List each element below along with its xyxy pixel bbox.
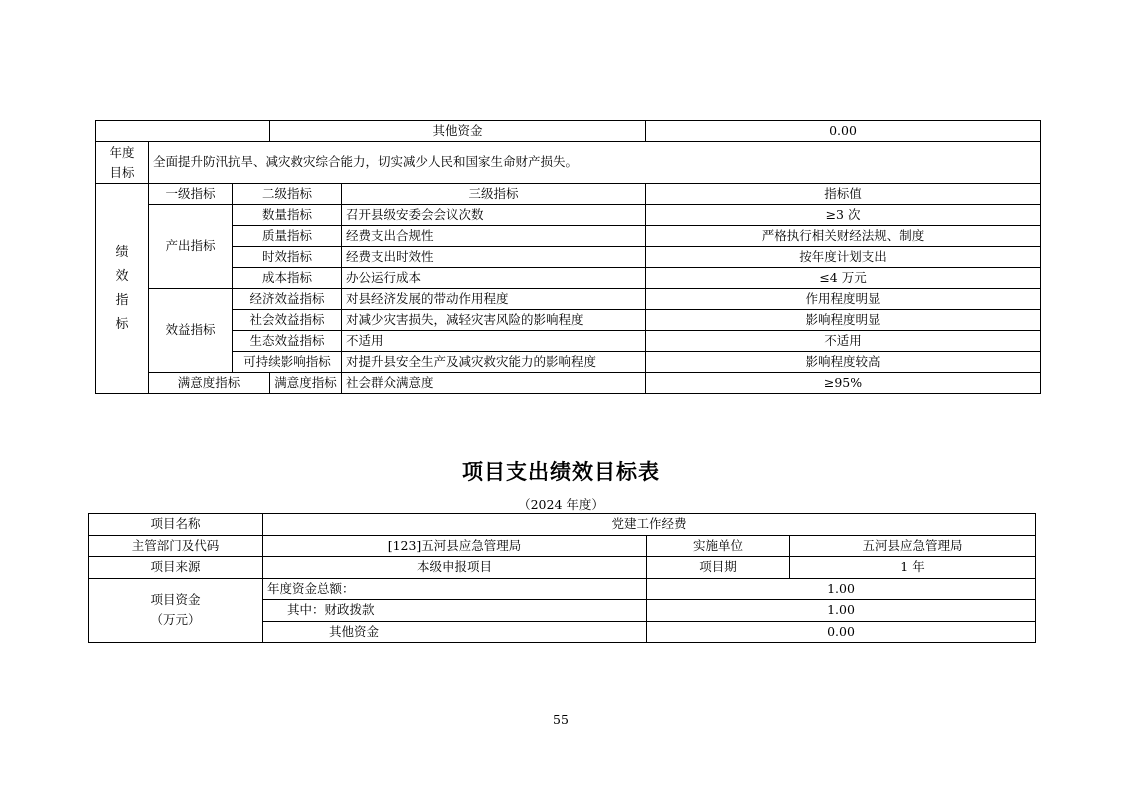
level3-indicator: 对减少灾害损失，减轻灾害风险的影响程度 xyxy=(342,310,646,331)
level3-indicator: 对县经济发展的带动作用程度 xyxy=(342,289,646,310)
fiscal-funds-value: 1.00 xyxy=(647,600,1036,622)
level3-indicator: 对提升县安全生产及减灾救灾能力的影响程度 xyxy=(342,352,646,373)
annual-goal-text: 全面提升防汛抗旱、减灾救灾综合能力，切实减少人民和国家生命财产损失。 xyxy=(149,142,1041,184)
level3-indicator: 经费支出时效性 xyxy=(342,247,646,268)
implementing-unit-value: 五河县应急管理局 xyxy=(790,535,1036,557)
project-funds-label: 项目资金 （万元） xyxy=(89,578,263,643)
project-period-label: 项目期 xyxy=(647,557,790,579)
table-row xyxy=(96,310,1041,331)
performance-table-continued xyxy=(95,120,1041,394)
level1-indicator: 产出指标 xyxy=(149,205,233,289)
project-name-label: 项目名称 xyxy=(89,514,263,536)
annual-goal-label: 年度 目标 xyxy=(96,142,149,184)
level2-indicator: 数量指标 xyxy=(233,205,342,226)
blank-cell xyxy=(96,121,270,142)
level2-indicator: 成本指标 xyxy=(233,268,342,289)
page-title: 项目支出绩效目标表 xyxy=(462,460,660,484)
table-row xyxy=(96,373,1041,394)
level3-indicator: 不适用 xyxy=(342,331,646,352)
level1-indicator: 效益指标 xyxy=(149,289,233,373)
table-row xyxy=(89,535,1036,557)
indicator-value: 按年度计划支出 xyxy=(646,247,1041,268)
fiscal-funds-label: 其中：财政拨款 xyxy=(263,600,647,622)
other-funds-label: 其他资金 xyxy=(270,121,646,142)
other-funds-value: 0.00 xyxy=(646,121,1041,142)
department-value: [123]五河县应急管理局 xyxy=(263,535,647,557)
performance-indicators-label: 绩 效 指 标 xyxy=(96,184,149,394)
level1-indicator: 满意度指标 xyxy=(149,373,270,394)
table-row xyxy=(96,184,1041,205)
level2-indicator: 质量指标 xyxy=(233,226,342,247)
department-label: 主管部门及代码 xyxy=(89,535,263,557)
level2-indicator: 社会效益指标 xyxy=(233,310,342,331)
table-row xyxy=(89,578,1036,600)
other-funds-label: 其他资金 xyxy=(263,621,647,643)
project-info-table xyxy=(88,513,1036,643)
level3-indicator: 召开县级安委会会议次数 xyxy=(342,205,646,226)
table-row xyxy=(96,142,1041,184)
table-row xyxy=(89,514,1036,536)
table-row xyxy=(96,268,1041,289)
indicator-value: 影响程度较高 xyxy=(646,352,1041,373)
total-funds-value: 1.00 xyxy=(647,578,1036,600)
table-row xyxy=(89,557,1036,579)
indicator-value: 影响程度明显 xyxy=(646,310,1041,331)
table-row xyxy=(96,331,1041,352)
implementing-unit-label: 实施单位 xyxy=(647,535,790,557)
level2-indicator: 生态效益指标 xyxy=(233,331,342,352)
project-source-value: 本级申报项目 xyxy=(263,557,647,579)
table-row xyxy=(96,289,1041,310)
indicator-value: ≥95% xyxy=(646,373,1041,394)
table-row xyxy=(96,121,1041,142)
header-level1: 一级指标 xyxy=(149,184,233,205)
project-source-label: 项目来源 xyxy=(89,557,263,579)
indicator-value: 不适用 xyxy=(646,331,1041,352)
total-funds-label: 年度资金总额： xyxy=(263,578,647,600)
level3-indicator: 办公运行成本 xyxy=(342,268,646,289)
header-value: 指标值 xyxy=(646,184,1041,205)
level2-indicator: 满意度指标 xyxy=(270,373,342,394)
page-number: 55 xyxy=(553,712,569,727)
header-level2: 二级指标 xyxy=(233,184,342,205)
indicator-value: ≥3 次 xyxy=(646,205,1041,226)
header-level3: 三级指标 xyxy=(342,184,646,205)
level3-indicator: 社会群众满意度 xyxy=(342,373,646,394)
level2-indicator: 经济效益指标 xyxy=(233,289,342,310)
project-period-value: 1 年 xyxy=(790,557,1036,579)
project-name-value: 党建工作经费 xyxy=(263,514,1036,536)
table-row xyxy=(96,352,1041,373)
other-funds-value: 0.00 xyxy=(647,621,1036,643)
level2-indicator: 可持续影响指标 xyxy=(233,352,342,373)
indicator-value: ≤4 万元 xyxy=(646,268,1041,289)
table-row xyxy=(96,247,1041,268)
indicator-value: 作用程度明显 xyxy=(646,289,1041,310)
table-row xyxy=(96,205,1041,226)
table-row xyxy=(96,226,1041,247)
indicator-value: 严格执行相关财经法规、制度 xyxy=(646,226,1041,247)
fiscal-year: （2024 年度） xyxy=(518,497,604,512)
level2-indicator: 时效指标 xyxy=(233,247,342,268)
level3-indicator: 经费支出合规性 xyxy=(342,226,646,247)
